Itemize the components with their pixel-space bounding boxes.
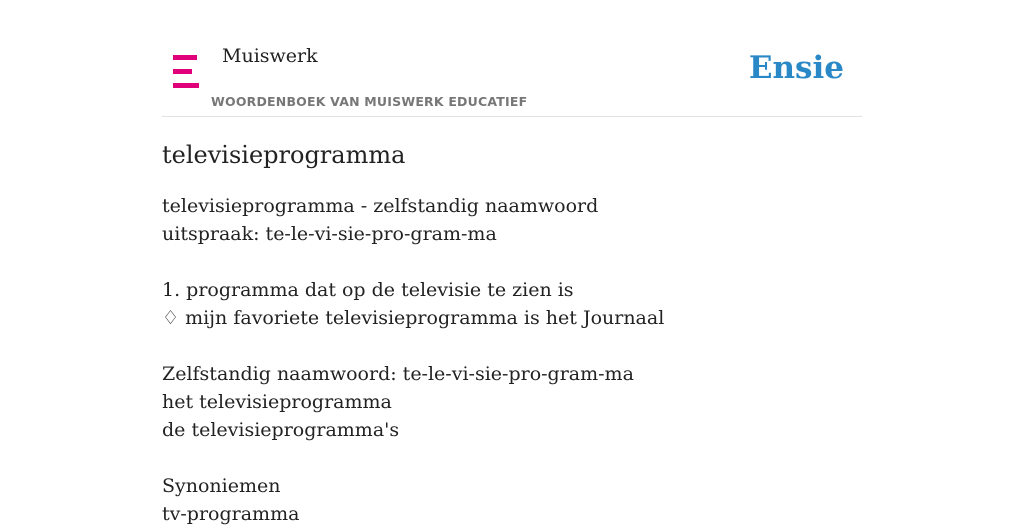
ensie-logo-link[interactable]: Ensie	[748, 50, 844, 86]
site-header	[162, 0, 862, 117]
entry-line-definition: 1. programma dat op de televisie te zien is	[162, 279, 574, 301]
logo-bar-bottom	[173, 83, 199, 88]
entry-line-blank	[162, 332, 862, 360]
entry-line-singular: het televisieprogramma	[162, 391, 392, 413]
entry-line-headword: televisieprogramma - zelfstandig naamwoord	[162, 195, 599, 217]
entry-line-pronunciation: uitspraak: te-le-vi-sie-pro-gram-ma	[162, 223, 497, 245]
logo-bar-top	[173, 55, 197, 60]
brand-name-link[interactable]: Muiswerk	[222, 45, 318, 67]
brand-subtitle: WOORDENBOEK VAN MUISWERK EDUCATIEF	[211, 94, 528, 109]
entry-line-blank	[162, 444, 862, 472]
muiswerk-logo-icon[interactable]	[173, 55, 201, 88]
entry-line-synonym: tv-programma	[162, 503, 300, 525]
entry-main	[162, 138, 862, 528]
entry-line-example: ♢ mijn favoriete televisieprogramma is het Journaal	[162, 307, 665, 329]
entry-line-plural: de televisieprogramma's	[162, 419, 400, 441]
page-title: televisieprogramma	[162, 141, 406, 169]
entry-line-synonyms-heading: Synoniemen	[162, 475, 281, 497]
entry-body	[162, 192, 862, 528]
logo-bar-middle	[173, 69, 192, 74]
entry-line-blank	[162, 248, 862, 276]
entry-line-word-type: Zelfstandig naamwoord: te-le-vi-sie-pro-gram-ma	[162, 363, 634, 385]
